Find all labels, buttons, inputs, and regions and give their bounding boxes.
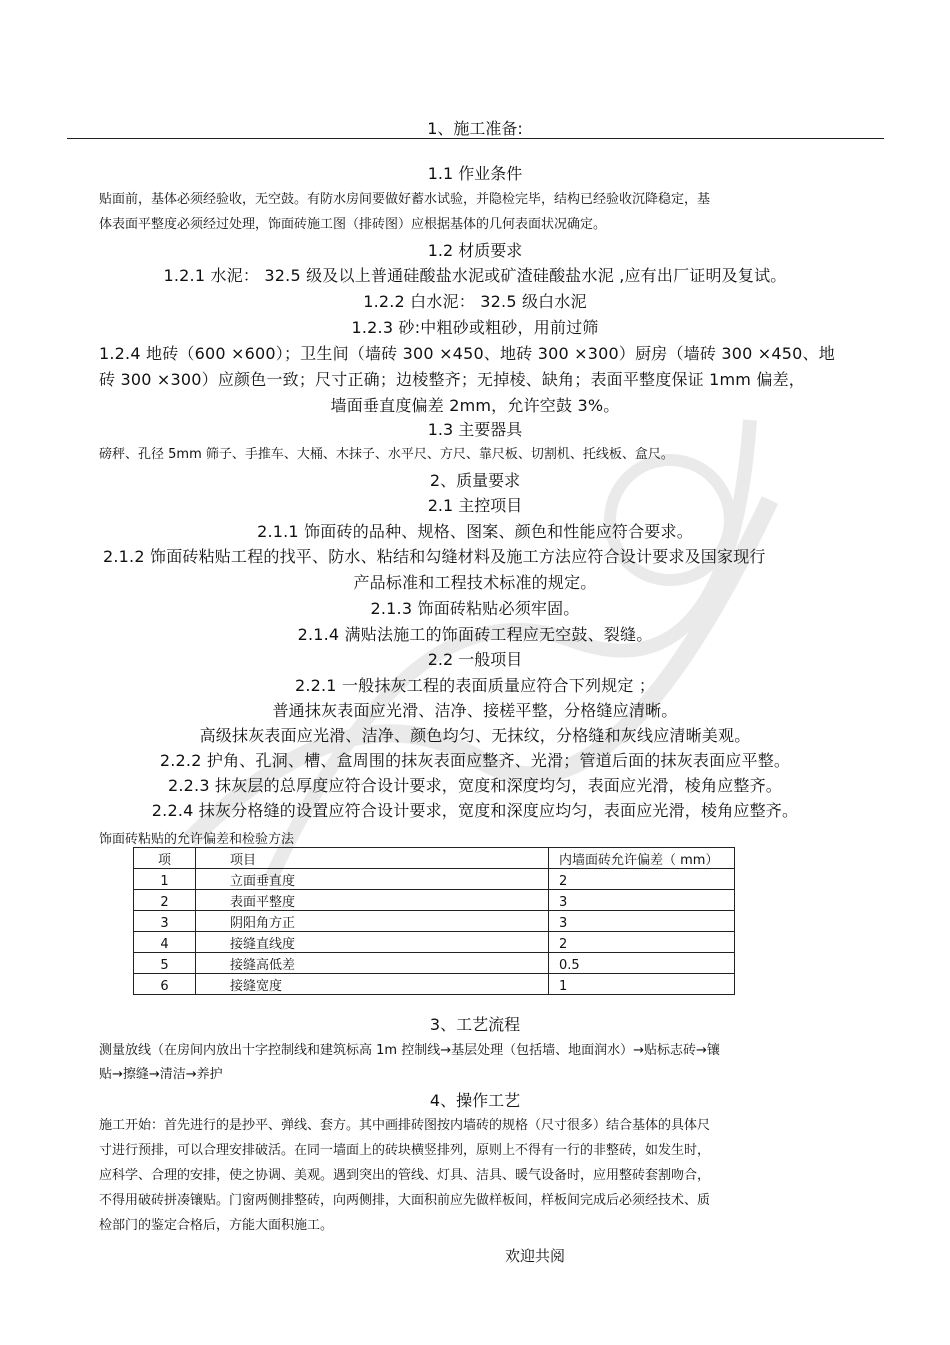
section-1-2-2: 1.2.2 白水泥： 32.5 级白水泥	[363, 292, 587, 311]
table-cell: 接缝宽度	[196, 974, 549, 995]
table-row	[134, 911, 735, 932]
section-3-title: 3、工艺流程	[429, 1015, 521, 1034]
section-2-2-4: 2.2.4 抹灰分格缝的设置应符合设计要求，宽度和深度应均匀，表面应光滑，棱角应整齐。	[151, 801, 799, 820]
section-2-2-1-a: 普通抹灰表面应光滑、洁净、接槎平整，分格缝应清晰。	[272, 701, 678, 720]
section-1-2-1: 1.2.1 水泥： 32.5 级及以上普通硅酸盐水泥或矿渣硅酸盐水泥 ,应有出厂证明及复试。	[163, 266, 787, 285]
section-2-2-1-b: 高级抹灰表面应光滑、洁净、颜色均匀、无抹纹，分格缝和灰线应清晰美观。	[199, 726, 751, 745]
section-2-2-1: 2.2.1 一般抹灰工程的表面质量应符合下列规定 ；	[294, 676, 656, 695]
section-2-2-title: 2.2 一般项目	[427, 650, 523, 669]
section-1-3-title: 1.3 主要器具	[427, 420, 523, 439]
table-cell: 0.5	[549, 953, 735, 974]
table-row	[134, 869, 735, 890]
section-4-line1: 施工开始：首先进行的是抄平、弹线、套方。其中画排砖图按内墙砖的规格（尺寸很多）结合基体的具体尺	[99, 1118, 711, 1133]
table-cell: 3	[134, 911, 196, 932]
section-4-line3: 应科学、合理的安排，使之协调、美观。遇到突出的管线、灯具、洁具、暖气设备时，应用整砖套割吻合，	[99, 1168, 711, 1183]
table-cell: 2	[549, 869, 735, 890]
section-2-1-2-line1: 2.1.2 饰面砖粘贴工程的找平、防水、粘结和勾缝材料及施工方法应符合设计要求及国家现行	[103, 547, 766, 566]
table-cell: 接缝直线度	[196, 932, 549, 953]
table-cell: 立面垂直度	[196, 869, 549, 890]
table-cell: 2	[549, 932, 735, 953]
section-2-1-1: 2.1.1 饰面砖的品种、规格、图案、颜色和性能应符合要求。	[257, 522, 693, 541]
section-2-2-3: 2.2.3 抹灰层的总厚度应符合设计要求，宽度和深度均匀，表面应光滑，棱角应整齐。	[168, 776, 782, 795]
section-2-1-3: 2.1.3 饰面砖粘贴必须牢固。	[370, 599, 580, 618]
table-header-cell: 内墙面砖允许偏差（ mm）	[549, 848, 735, 869]
table-cell: 6	[134, 974, 196, 995]
section-4-line2: 寸进行预排，可以合理安排破活。在同一墙面上的砖块横竖排列，原则上不得有一行的非整砖，如发生时，	[99, 1143, 711, 1158]
table-cell: 4	[134, 932, 196, 953]
section-4-line5: 检部门的鉴定合格后，方能大面积施工。	[99, 1218, 334, 1233]
table-cell: 3	[549, 890, 735, 911]
table-cell: 3	[549, 911, 735, 932]
section-4-line4: 不得用破砖拼凑镶贴。门窗两侧排整砖，向两侧排，大面积前应先做样板间，样板间完成后必须经技术、质	[99, 1193, 711, 1208]
section-2-1-title: 2.1 主控项目	[427, 496, 523, 515]
table-header-row	[134, 848, 735, 869]
table-header-cell: 项目	[196, 848, 549, 869]
table-header-cell: 项	[134, 848, 196, 869]
table-cell: 1	[134, 869, 196, 890]
section-1-3-text: 磅秤、孔径 5mm 筛子、手推车、大桶、木抹子、水平尺、方尺、靠尺板、切割机、托线板、盒尺。	[99, 447, 674, 462]
table-cell: 1	[549, 974, 735, 995]
table-cell: 5	[134, 953, 196, 974]
section-4-title: 4、操作工艺	[429, 1091, 521, 1110]
deviation-table	[133, 847, 735, 995]
section-1-title: 1、施工准备:	[427, 119, 523, 138]
section-1-1-title: 1.1 作业条件	[427, 164, 523, 183]
section-1-2-4-line2: 砖 300 ×300）应颜色一致；尺寸正确；边棱整齐；无掉棱、缺角；表面平整度保证 1mm 偏差，	[99, 370, 805, 389]
section-1-2-4-line3: 墙面垂直度偏差 2mm，允许空鼓 3%。	[330, 396, 620, 415]
table-row	[134, 932, 735, 953]
section-1-2-title: 1.2 材质要求	[427, 241, 523, 260]
section-3-line1: 测量放线（在房间内放出十字控制线和建筑标高 1m 控制线→基层处理（包括墙、地面润水）→贴标志砖→镶	[99, 1043, 720, 1058]
table-cell: 接缝高低差	[196, 953, 549, 974]
section-1-1-text-line2: 体表面平整度必须经过处理，饰面砖施工图（排砖图）应根据基体的几何表面状况确定。	[99, 217, 607, 232]
footer-text: 欢迎共阅	[505, 1247, 566, 1265]
table-cell: 阴阳角方正	[196, 911, 549, 932]
table-cell: 表面平整度	[196, 890, 549, 911]
section-3-line2: 贴→擦缝→清洁→养护	[99, 1067, 223, 1082]
table-row	[134, 974, 735, 995]
section-2-title: 2、质量要求	[429, 471, 521, 490]
table-row	[134, 890, 735, 911]
table-caption: 饰面砖粘贴的允许偏差和检验方法	[99, 832, 295, 847]
section-1-2-3: 1.2.3 砂:中粗砂或粗砂，用前过筛	[351, 318, 599, 337]
section-1-1-text-line1: 贴面前，基体必须经验收，无空鼓。有防水房间要做好蓄水试验，并隐检完毕，结构已经验收沉降稳定，基	[99, 192, 711, 207]
table-row	[134, 953, 735, 974]
section-1-2-4-line1: 1.2.4 地砖（600 ×600）；卫生间（墙砖 300 ×450、地砖 300 ×300）厨房（墙砖 300 ×450、地	[99, 344, 835, 363]
section-2-1-4: 2.1.4 满贴法施工的饰面砖工程应无空鼓、裂缝。	[297, 625, 653, 644]
header-rule	[67, 138, 884, 139]
table-cell: 2	[134, 890, 196, 911]
section-2-2-2: 2.2.2 护角、孔洞、槽、盒周围的抹灰表面应整齐、光滑；管道后面的抹灰表面应平整。	[159, 751, 791, 770]
section-2-1-2-line2: 产品标准和工程技术标准的规定。	[353, 573, 597, 592]
